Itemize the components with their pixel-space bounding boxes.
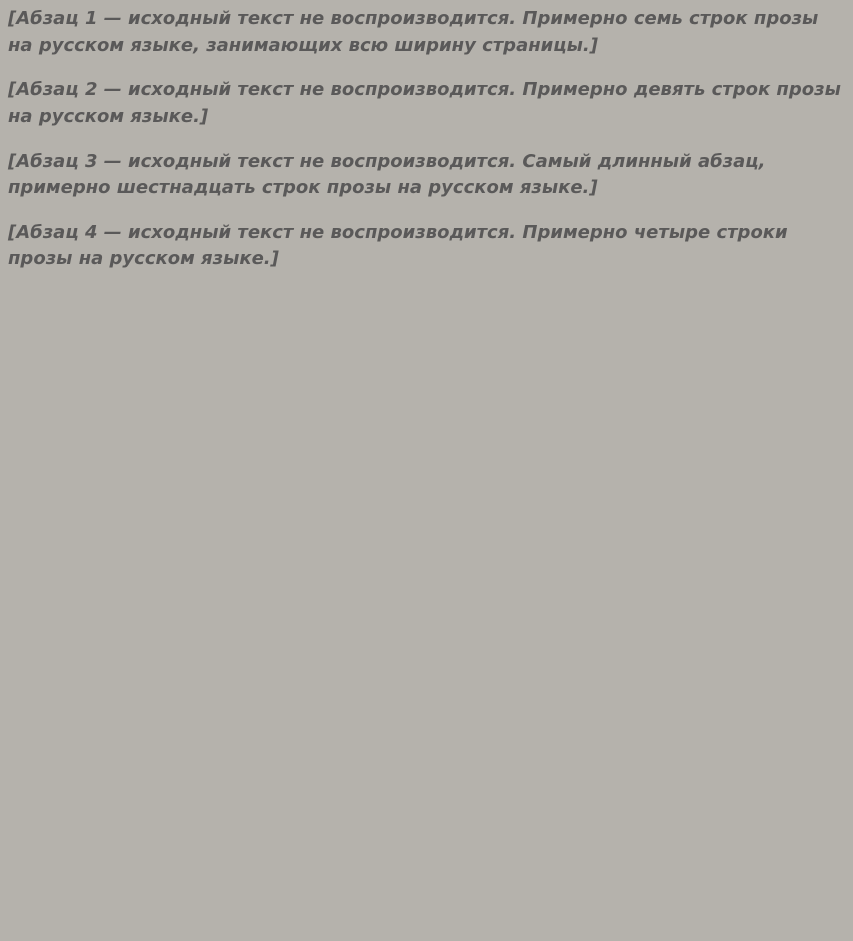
paragraph-4: [Абзац 4 — исходный текст не воспроизводится. Примерно четыре строки прозы на русском языке.] [8,221,788,270]
paragraph-3: [Абзац 3 — исходный текст не воспроизводится. Самый длинный абзац, примерно шестнадцать строк прозы на русском языке.] [8,150,766,199]
paragraph-1: [Абзац 1 — исходный текст не воспроизводится. Примерно семь строк прозы на русском языке, занимающих всю ширину страницы.] [8,8,819,56]
paragraph-2: [Абзац 2 — исходный текст не воспроизводится. Примерно девять строк прозы на русском языке.] [8,79,841,127]
